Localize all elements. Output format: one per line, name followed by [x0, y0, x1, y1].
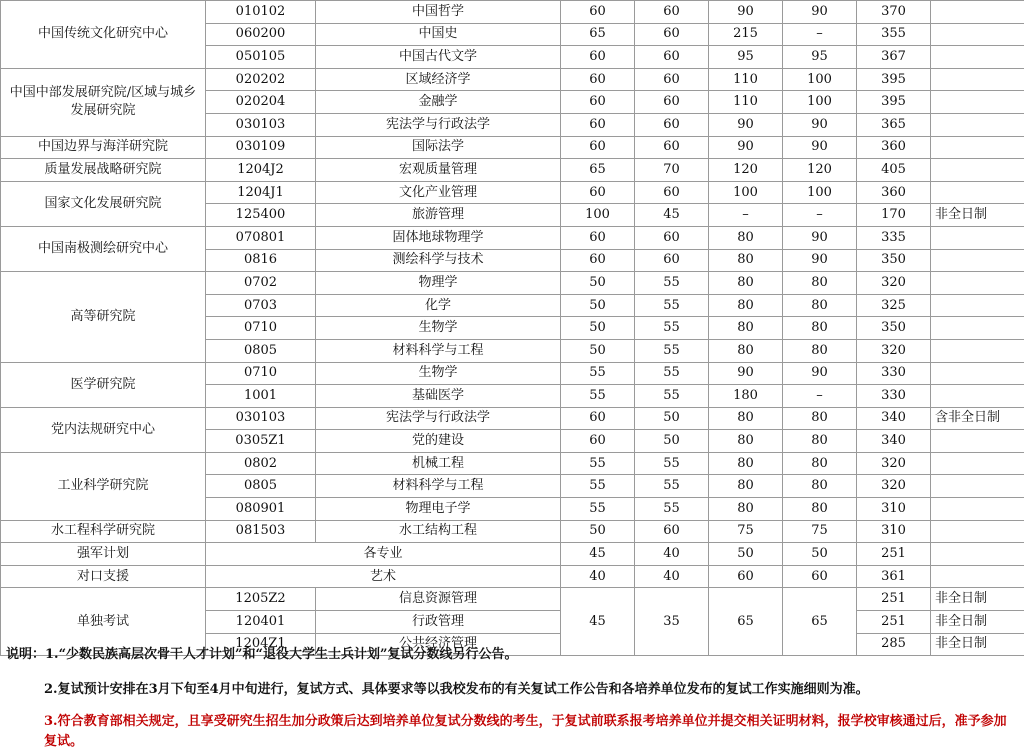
major-code-cell: 081503: [206, 520, 316, 543]
subject2-score-cell: –: [783, 204, 857, 227]
subject1-score-cell: 50: [709, 543, 783, 566]
institute-cell: 工业科学研究院: [1, 452, 206, 520]
total-score-cell: 340: [857, 430, 931, 453]
major-name-cell: 信息资源管理: [316, 588, 561, 611]
major-name-cell: 金融学: [316, 91, 561, 114]
program-cell: 强军计划: [1, 543, 206, 566]
total-score-cell: 350: [857, 249, 931, 272]
total-score-cell: 320: [857, 339, 931, 362]
institute-cell: 中国边界与海洋研究院: [1, 136, 206, 159]
total-score-cell: 251: [857, 588, 931, 611]
foreign-language-score-cell: 50: [635, 430, 709, 453]
subject2-score-cell: 80: [783, 317, 857, 340]
remark-cell: [931, 249, 1024, 272]
subject2-score-cell: 80: [783, 294, 857, 317]
major-code-cell: 030103: [206, 407, 316, 430]
remark-cell: [931, 46, 1024, 69]
major-code-cell: 1204Z1: [206, 633, 316, 656]
major-code-cell: 0710: [206, 362, 316, 385]
foreign-language-score-cell: 55: [635, 362, 709, 385]
major-name-cell: 化学: [316, 294, 561, 317]
politics-score-cell: 50: [561, 272, 635, 295]
politics-score-cell: 60: [561, 46, 635, 69]
subject2-score-cell: –: [783, 385, 857, 408]
institute-cell: 中国传统文化研究中心: [1, 1, 206, 69]
table-row: [1, 362, 1024, 385]
table-row: [1, 136, 1024, 159]
total-score-cell: 310: [857, 498, 931, 521]
subject2-score-cell: 80: [783, 475, 857, 498]
major-name-cell: 材料科学与工程: [316, 475, 561, 498]
foreign-language-score-cell: 60: [635, 226, 709, 249]
score-table-body: [1, 1, 1024, 656]
major-name-cell: 机械工程: [316, 452, 561, 475]
major-name-cell: 物理电子学: [316, 498, 561, 521]
politics-score-cell: 60: [561, 249, 635, 272]
foreign-language-score-cell: 55: [635, 294, 709, 317]
subject1-score-cell: 80: [709, 475, 783, 498]
major-name-cell: 各专业: [206, 543, 561, 566]
remark-cell: [931, 339, 1024, 362]
total-score-cell: 320: [857, 475, 931, 498]
table-row: [1, 181, 1024, 204]
subject1-score-cell: –: [709, 204, 783, 227]
politics-score-cell: 60: [561, 407, 635, 430]
remark-cell: [931, 113, 1024, 136]
foreign-language-score-cell: 60: [635, 91, 709, 114]
major-name-cell: 宪法学与行政法学: [316, 113, 561, 136]
major-code-cell: 1205Z2: [206, 588, 316, 611]
total-score-cell: 360: [857, 136, 931, 159]
remark-cell: [931, 272, 1024, 295]
foreign-language-score-cell: 55: [635, 452, 709, 475]
institute-cell: 中国中部发展研究院/区域与城乡发展研究院: [1, 68, 206, 136]
major-code-cell: 010102: [206, 1, 316, 24]
subject1-score-cell: 110: [709, 68, 783, 91]
subject2-score-cell: 90: [783, 113, 857, 136]
table-row: [1, 407, 1024, 430]
total-score-cell: 370: [857, 1, 931, 24]
remark-cell: 非全日制: [931, 588, 1024, 611]
table-row: [1, 565, 1024, 588]
major-name-cell: 党的建设: [316, 430, 561, 453]
subject2-score-cell: 80: [783, 498, 857, 521]
subject1-score-cell: 80: [709, 294, 783, 317]
table-row: [1, 588, 1024, 611]
foreign-language-score-cell: 60: [635, 520, 709, 543]
remark-cell: 非全日制: [931, 204, 1024, 227]
subject1-score-cell: 215: [709, 23, 783, 46]
politics-score-cell: 100: [561, 204, 635, 227]
major-name-cell: 宪法学与行政法学: [316, 407, 561, 430]
major-code-cell: 020204: [206, 91, 316, 114]
remark-cell: [931, 159, 1024, 182]
subject1-score-cell: 75: [709, 520, 783, 543]
politics-score-cell: 50: [561, 339, 635, 362]
politics-score-cell: 55: [561, 498, 635, 521]
subject2-score-cell: 80: [783, 272, 857, 295]
major-name-cell: 艺术: [206, 565, 561, 588]
table-row: [1, 452, 1024, 475]
major-code-cell: 0805: [206, 475, 316, 498]
foreign-language-score-cell: 55: [635, 339, 709, 362]
major-code-cell: 125400: [206, 204, 316, 227]
foreign-language-score-cell: 60: [635, 113, 709, 136]
total-score-cell: 367: [857, 46, 931, 69]
major-code-cell: 0710: [206, 317, 316, 340]
major-code-cell: 0305Z1: [206, 430, 316, 453]
major-code-cell: 0702: [206, 272, 316, 295]
total-score-cell: 285: [857, 633, 931, 656]
table-row: [1, 159, 1024, 182]
major-code-cell: 0703: [206, 294, 316, 317]
foreign-language-score-cell: 55: [635, 317, 709, 340]
remark-cell: [931, 430, 1024, 453]
remark-cell: [931, 181, 1024, 204]
subject1-score-cell: 90: [709, 362, 783, 385]
subject1-score-cell: 80: [709, 317, 783, 340]
politics-score-cell: 60: [561, 91, 635, 114]
total-score-cell: 340: [857, 407, 931, 430]
subject2-score-cell: 100: [783, 68, 857, 91]
table-row: [1, 520, 1024, 543]
remark-cell: [931, 136, 1024, 159]
notes-section: [0, 636, 1024, 752]
politics-score-cell: 60: [561, 136, 635, 159]
major-name-cell: 物理学: [316, 272, 561, 295]
institute-cell: 水工程科学研究院: [1, 520, 206, 543]
remark-cell: [931, 475, 1024, 498]
subject2-score-cell: 80: [783, 430, 857, 453]
total-score-cell: 251: [857, 543, 931, 566]
major-name-cell: 公共经济管理: [316, 633, 561, 656]
politics-score-cell: 55: [561, 475, 635, 498]
remark-cell: [931, 543, 1024, 566]
foreign-language-score-cell: 40: [635, 543, 709, 566]
subject1-score-cell: 80: [709, 452, 783, 475]
major-code-cell: 080901: [206, 498, 316, 521]
remark-cell: [931, 385, 1024, 408]
foreign-language-score-cell: 60: [635, 136, 709, 159]
remark-cell: 非全日制: [931, 633, 1024, 656]
politics-score-cell: 45: [561, 543, 635, 566]
politics-score-cell: 50: [561, 317, 635, 340]
remark-cell: [931, 294, 1024, 317]
subject1-score-cell: 90: [709, 136, 783, 159]
major-code-cell: 020202: [206, 68, 316, 91]
program-cell: 单独考试: [1, 588, 206, 656]
major-name-cell: 中国古代文学: [316, 46, 561, 69]
subject2-score-cell: 90: [783, 1, 857, 24]
politics-score-cell: 60: [561, 113, 635, 136]
foreign-language-score-cell: 40: [635, 565, 709, 588]
table-row: [1, 68, 1024, 91]
total-score-cell: 361: [857, 565, 931, 588]
foreign-language-score-cell: 60: [635, 68, 709, 91]
major-code-cell: 120401: [206, 611, 316, 634]
foreign-language-score-cell: 60: [635, 23, 709, 46]
note-3: 3.符合教育部相关规定，且享受研究生招生加分政策后达到培养单位复试分数线的考生，于复试前联系报考培养单位并提交相关证明材料，报学校审核通过后，准予参加复试。: [0, 706, 1024, 752]
foreign-language-score-cell: 60: [635, 181, 709, 204]
subject2-score-cell: 95: [783, 46, 857, 69]
subject1-score-cell: 100: [709, 181, 783, 204]
subject2-score-cell: 90: [783, 226, 857, 249]
subject2-score-cell: 60: [783, 565, 857, 588]
subject2-score-cell: 120: [783, 159, 857, 182]
subject2-score-cell: 90: [783, 249, 857, 272]
foreign-language-score-cell: 55: [635, 272, 709, 295]
major-code-cell: 0802: [206, 452, 316, 475]
politics-score-cell: 65: [561, 23, 635, 46]
table-row: [1, 543, 1024, 566]
subject2-score-cell: 80: [783, 452, 857, 475]
subject2-score-cell: 50: [783, 543, 857, 566]
major-name-cell: 测绘科学与技术: [316, 249, 561, 272]
subject1-score-cell: 90: [709, 1, 783, 24]
foreign-language-score-cell: 55: [635, 498, 709, 521]
remark-cell: 含非全日制: [931, 407, 1024, 430]
subject2-score-cell: 90: [783, 362, 857, 385]
foreign-language-score-cell: 60: [635, 1, 709, 24]
subject1-score-cell: 80: [709, 249, 783, 272]
remark-cell: [931, 317, 1024, 340]
politics-score-cell: 40: [561, 565, 635, 588]
subject2-score-cell: 100: [783, 181, 857, 204]
subject1-score-cell: 80: [709, 498, 783, 521]
subject2-score-cell: 80: [783, 339, 857, 362]
subject1-score-cell: 60: [709, 565, 783, 588]
subject2-score-cell: –: [783, 23, 857, 46]
subject2-score-cell: 65: [783, 588, 857, 656]
note-1: 说明：1.“少数民族高层次骨干人才计划”和“退役大学生士兵计划”复试分数线另行公告。: [0, 636, 1024, 674]
major-name-cell: 生物学: [316, 317, 561, 340]
total-score-cell: 310: [857, 520, 931, 543]
major-name-cell: 文化产业管理: [316, 181, 561, 204]
foreign-language-score-cell: 60: [635, 249, 709, 272]
major-name-cell: 宏观质量管理: [316, 159, 561, 182]
major-name-cell: 区域经济学: [316, 68, 561, 91]
remark-cell: [931, 452, 1024, 475]
subject1-score-cell: 80: [709, 226, 783, 249]
total-score-cell: 325: [857, 294, 931, 317]
politics-score-cell: 45: [561, 588, 635, 656]
subject1-score-cell: 65: [709, 588, 783, 656]
politics-score-cell: 65: [561, 159, 635, 182]
total-score-cell: 335: [857, 226, 931, 249]
total-score-cell: 350: [857, 317, 931, 340]
total-score-cell: 365: [857, 113, 931, 136]
politics-score-cell: 60: [561, 430, 635, 453]
politics-score-cell: 60: [561, 68, 635, 91]
politics-score-cell: 60: [561, 181, 635, 204]
total-score-cell: 395: [857, 68, 931, 91]
foreign-language-score-cell: 45: [635, 204, 709, 227]
remark-cell: [931, 226, 1024, 249]
subject1-score-cell: 110: [709, 91, 783, 114]
subject1-score-cell: 80: [709, 339, 783, 362]
total-score-cell: 405: [857, 159, 931, 182]
subject1-score-cell: 120: [709, 159, 783, 182]
total-score-cell: 360: [857, 181, 931, 204]
remark-cell: [931, 520, 1024, 543]
total-score-cell: 355: [857, 23, 931, 46]
foreign-language-score-cell: 55: [635, 385, 709, 408]
subject2-score-cell: 90: [783, 136, 857, 159]
foreign-language-score-cell: 55: [635, 475, 709, 498]
major-code-cell: 060200: [206, 23, 316, 46]
major-code-cell: 070801: [206, 226, 316, 249]
major-code-cell: 0805: [206, 339, 316, 362]
subject1-score-cell: 90: [709, 113, 783, 136]
institute-cell: 中国南极测绘研究中心: [1, 226, 206, 271]
politics-score-cell: 55: [561, 452, 635, 475]
total-score-cell: 320: [857, 272, 931, 295]
subject2-score-cell: 75: [783, 520, 857, 543]
politics-score-cell: 50: [561, 520, 635, 543]
foreign-language-score-cell: 35: [635, 588, 709, 656]
remark-cell: 非全日制: [931, 611, 1024, 634]
politics-score-cell: 60: [561, 226, 635, 249]
table-row: [1, 1, 1024, 24]
foreign-language-score-cell: 50: [635, 407, 709, 430]
major-name-cell: 中国史: [316, 23, 561, 46]
politics-score-cell: 55: [561, 385, 635, 408]
institute-cell: 质量发展战略研究院: [1, 159, 206, 182]
subject1-score-cell: 95: [709, 46, 783, 69]
remark-cell: [931, 23, 1024, 46]
subject2-score-cell: 80: [783, 407, 857, 430]
major-name-cell: 行政管理: [316, 611, 561, 634]
major-name-cell: 水工结构工程: [316, 520, 561, 543]
table-row: [1, 226, 1024, 249]
major-code-cell: 0816: [206, 249, 316, 272]
remark-cell: [931, 91, 1024, 114]
total-score-cell: 330: [857, 385, 931, 408]
institute-cell: 党内法规研究中心: [1, 407, 206, 452]
institute-cell: 国家文化发展研究院: [1, 181, 206, 226]
major-name-cell: 固体地球物理学: [316, 226, 561, 249]
foreign-language-score-cell: 60: [635, 46, 709, 69]
remark-cell: [931, 498, 1024, 521]
subject1-score-cell: 80: [709, 272, 783, 295]
remark-cell: [931, 565, 1024, 588]
major-name-cell: 材料科学与工程: [316, 339, 561, 362]
major-name-cell: 中国哲学: [316, 1, 561, 24]
subject1-score-cell: 180: [709, 385, 783, 408]
subject1-score-cell: 80: [709, 407, 783, 430]
remark-cell: [931, 362, 1024, 385]
major-code-cell: 1204J1: [206, 181, 316, 204]
total-score-cell: 170: [857, 204, 931, 227]
major-code-cell: 030109: [206, 136, 316, 159]
major-name-cell: 生物学: [316, 362, 561, 385]
major-name-cell: 国际法学: [316, 136, 561, 159]
institute-cell: 高等研究院: [1, 272, 206, 362]
major-name-cell: 基础医学: [316, 385, 561, 408]
total-score-cell: 330: [857, 362, 931, 385]
total-score-cell: 320: [857, 452, 931, 475]
politics-score-cell: 55: [561, 362, 635, 385]
program-cell: 对口支援: [1, 565, 206, 588]
major-name-cell: 旅游管理: [316, 204, 561, 227]
remark-cell: [931, 1, 1024, 24]
total-score-cell: 251: [857, 611, 931, 634]
remark-cell: [931, 68, 1024, 91]
major-code-cell: 1001: [206, 385, 316, 408]
subject2-score-cell: 100: [783, 91, 857, 114]
table-row: [1, 272, 1024, 295]
major-code-cell: 030103: [206, 113, 316, 136]
institute-cell: 医学研究院: [1, 362, 206, 407]
note-2: 2.复试预计安排在3月下旬至4月中旬进行，复试方式、具体要求等以我校发布的有关复试工作公告和各培养单位发布的复试工作实施细则为准。: [0, 674, 1024, 706]
major-code-cell: 050105: [206, 46, 316, 69]
total-score-cell: 395: [857, 91, 931, 114]
subject1-score-cell: 80: [709, 430, 783, 453]
politics-score-cell: 50: [561, 294, 635, 317]
major-code-cell: 1204J2: [206, 159, 316, 182]
foreign-language-score-cell: 70: [635, 159, 709, 182]
politics-score-cell: 60: [561, 1, 635, 24]
